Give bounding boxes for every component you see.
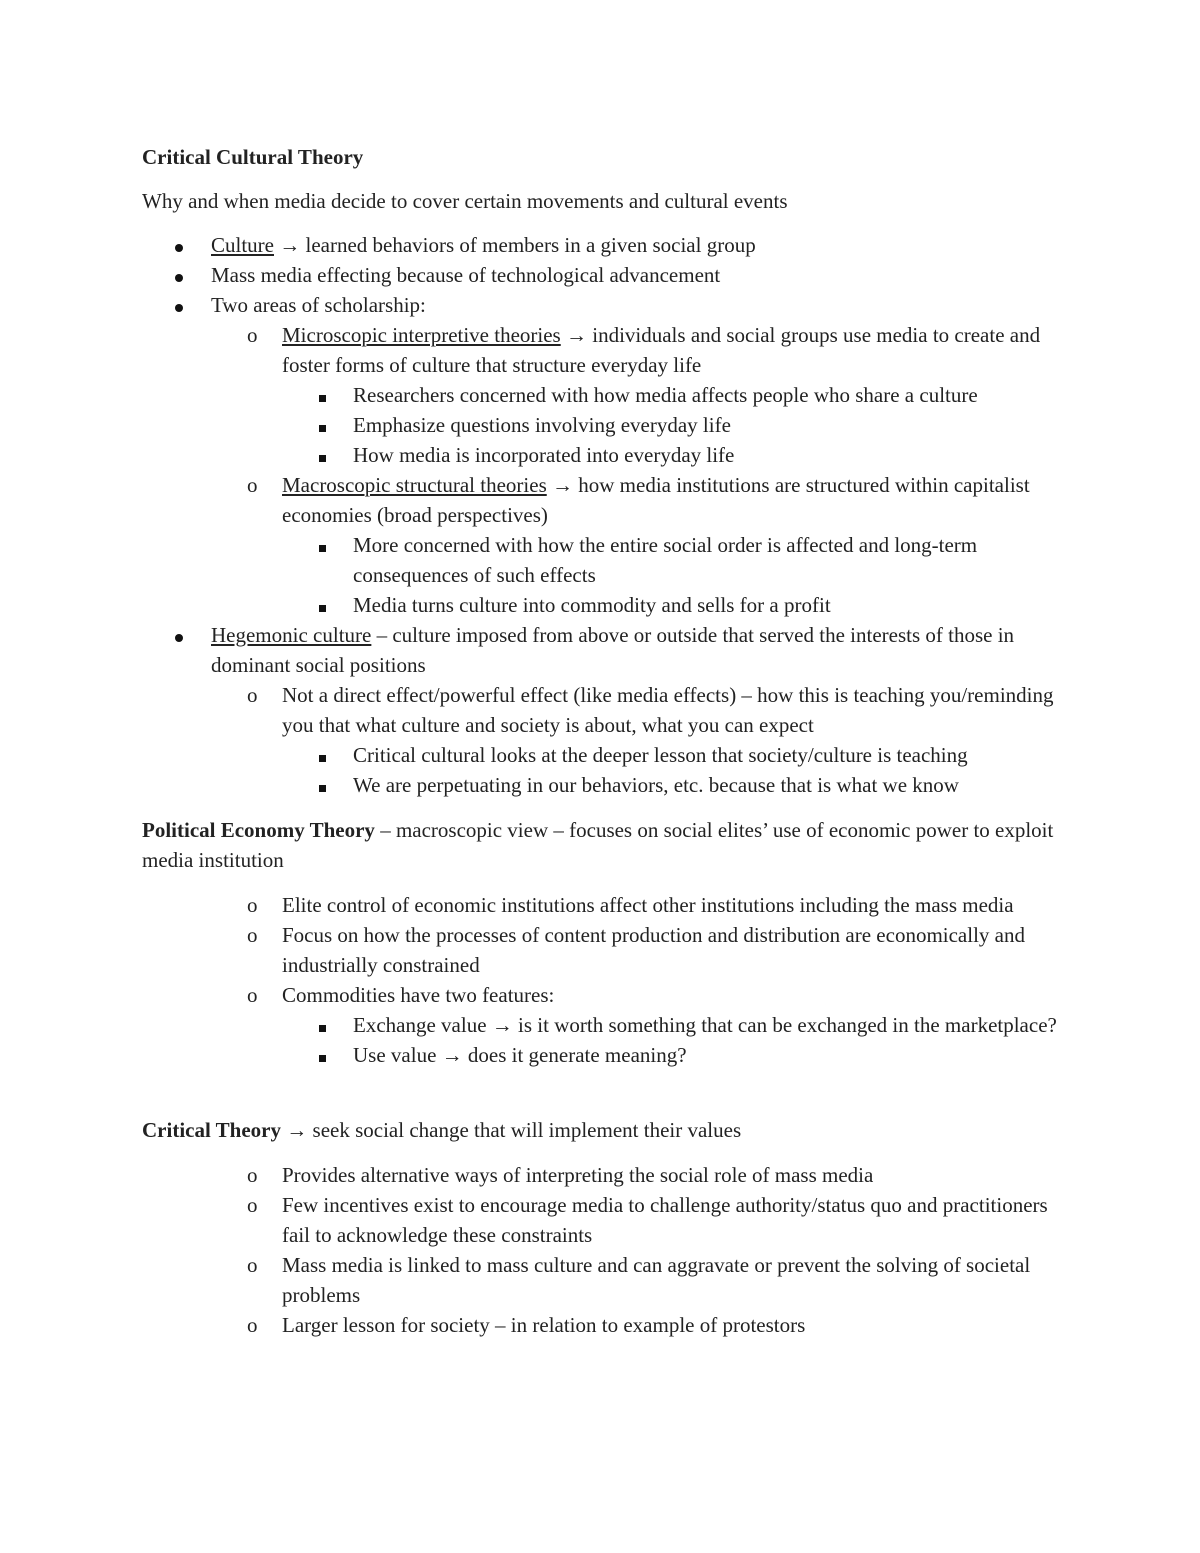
list-item-text: Mass media effecting because of technological advancement xyxy=(211,263,721,287)
square-bullet-icon xyxy=(319,740,326,770)
list-item-text: Researchers concerned with how media affects people who share a culture xyxy=(353,383,978,407)
circle-bullet-icon: o xyxy=(247,683,258,707)
square-bullet-icon xyxy=(319,1040,326,1070)
section-intro: Why and when media decide to cover certain movements and cultural events xyxy=(142,189,788,213)
arrow-icon: → xyxy=(565,323,587,347)
square-bullet-icon xyxy=(319,380,326,410)
circle-bullet-icon: o xyxy=(247,323,258,347)
list-item xyxy=(142,770,1062,800)
square-bullet-icon xyxy=(319,590,326,620)
list-item-text: More concerned with how the entire social order is affected and long-term consequences of such effects xyxy=(353,533,978,587)
circle-bullet-icon: o xyxy=(247,923,258,947)
list-item xyxy=(142,1190,1062,1250)
section-description: seek social change that will implement their values xyxy=(307,1118,742,1142)
section-title-critical-theory: Critical Theory xyxy=(142,1118,282,1142)
list-item-text: Elite control of economic institutions affect other institutions including the mass media xyxy=(282,893,1014,917)
list-item xyxy=(142,320,1062,380)
list-item xyxy=(142,1310,1062,1340)
list-item-text: Provides alternative ways of interpreting the social role of mass media xyxy=(282,1163,874,1187)
list-item xyxy=(142,290,1062,320)
arrow-icon: → xyxy=(279,233,301,257)
section-political-economy xyxy=(142,815,1062,875)
definition-macroscopic: how media institutions are structured within capitalist economies (broad perspectives) xyxy=(282,473,1030,527)
arrow-icon: → xyxy=(441,1043,463,1067)
section-description: – macroscopic view – focuses on social elites’ use of economic power to exploit media institution xyxy=(142,818,1054,872)
list-item-text: Mass media is linked to mass culture and can aggravate or prevent the solving of societal problems xyxy=(282,1253,1031,1307)
list-item-text: Focus on how the processes of content production and distribution are economically and industrially constrained xyxy=(282,923,1025,977)
term-microscopic: Microscopic interpretive theories xyxy=(282,323,561,347)
term-use-value: Use value xyxy=(353,1043,442,1067)
section-title-political-economy: Political Economy Theory xyxy=(142,818,375,842)
list-item-text: Critical cultural looks at the deeper lesson that society/culture is teaching xyxy=(353,743,968,767)
square-bullet-icon xyxy=(319,410,326,440)
list-item xyxy=(142,470,1062,530)
list-item-text: Larger lesson for society – in relation to example of protestors xyxy=(282,1313,806,1337)
square-bullet-icon xyxy=(319,440,326,470)
section-critical-theory xyxy=(142,1115,1062,1145)
list-item xyxy=(142,920,1062,980)
term-hegemonic: Hegemonic culture xyxy=(211,623,372,647)
arrow-icon: → xyxy=(286,1118,308,1142)
arrow-icon: → xyxy=(491,1013,513,1037)
list-item xyxy=(142,410,1062,440)
definition-culture: learned behaviors of members in a given social group xyxy=(300,233,756,257)
square-bullet-icon xyxy=(319,530,326,560)
definition-hegemonic: – culture imposed from above or outside that served the interests of those in dominant social positions xyxy=(211,623,1015,677)
list-item-text: Few incentives exist to encourage media to challenge authority/status quo and practitioners fail to acknowledge these constraints xyxy=(282,1193,1048,1247)
list-item-text: Emphasize questions involving everyday life xyxy=(353,413,731,437)
list-item xyxy=(142,890,1062,920)
list-item xyxy=(142,1040,1062,1070)
list-item xyxy=(142,1160,1062,1190)
list-item-text: How media is incorporated into everyday life xyxy=(353,443,735,467)
bullet-icon xyxy=(175,620,183,650)
circle-bullet-icon: o xyxy=(247,893,258,917)
term-culture: Culture xyxy=(211,233,274,257)
definition-microscopic: individuals and social groups use media to create and foster forms of culture that structure everyday life xyxy=(282,323,1041,377)
circle-bullet-icon: o xyxy=(247,1313,258,1337)
list-item xyxy=(142,230,1062,260)
list-item xyxy=(142,260,1062,290)
circle-bullet-icon: o xyxy=(247,1253,258,1277)
document-page xyxy=(142,142,1062,1340)
list-item-text: We are perpetuating in our behaviors, etc. because that is what we know xyxy=(353,773,959,797)
term-macroscopic: Macroscopic structural theories xyxy=(282,473,547,497)
list-item xyxy=(142,1250,1062,1310)
square-bullet-icon xyxy=(319,1010,326,1040)
list-item xyxy=(142,440,1062,470)
term-exchange-value: Exchange value xyxy=(353,1013,492,1037)
list-item-text: Two areas of scholarship: xyxy=(211,293,426,317)
list-item xyxy=(142,1010,1062,1040)
list-item xyxy=(142,380,1062,410)
square-bullet-icon xyxy=(319,770,326,800)
list-item-text: Not a direct effect/powerful effect (like media effects) – how this is teaching you/reminding you that what culture and society is about, what you can expect xyxy=(282,683,1054,737)
bullet-icon xyxy=(175,230,183,260)
list-item xyxy=(142,680,1062,740)
list-item xyxy=(142,740,1062,770)
arrow-icon: → xyxy=(552,473,573,497)
section-title-critical-cultural-theory: Critical Cultural Theory xyxy=(142,145,364,169)
list-item-text: Commodities have two features: xyxy=(282,983,555,1007)
list-item xyxy=(142,620,1062,680)
definition-exchange-value: is it worth something that can be exchanged in the marketplace? xyxy=(512,1013,1057,1037)
bullet-icon xyxy=(175,260,183,290)
circle-bullet-icon: o xyxy=(247,983,258,1007)
list-item xyxy=(142,530,1062,590)
circle-bullet-icon: o xyxy=(247,1163,258,1187)
definition-use-value: does it generate meaning? xyxy=(462,1043,687,1067)
bullet-icon xyxy=(175,290,183,320)
list-item xyxy=(142,590,1062,620)
circle-bullet-icon: o xyxy=(247,473,258,497)
list-item xyxy=(142,980,1062,1010)
list-item-text: Media turns culture into commodity and sells for a profit xyxy=(353,593,831,617)
circle-bullet-icon: o xyxy=(247,1193,258,1217)
